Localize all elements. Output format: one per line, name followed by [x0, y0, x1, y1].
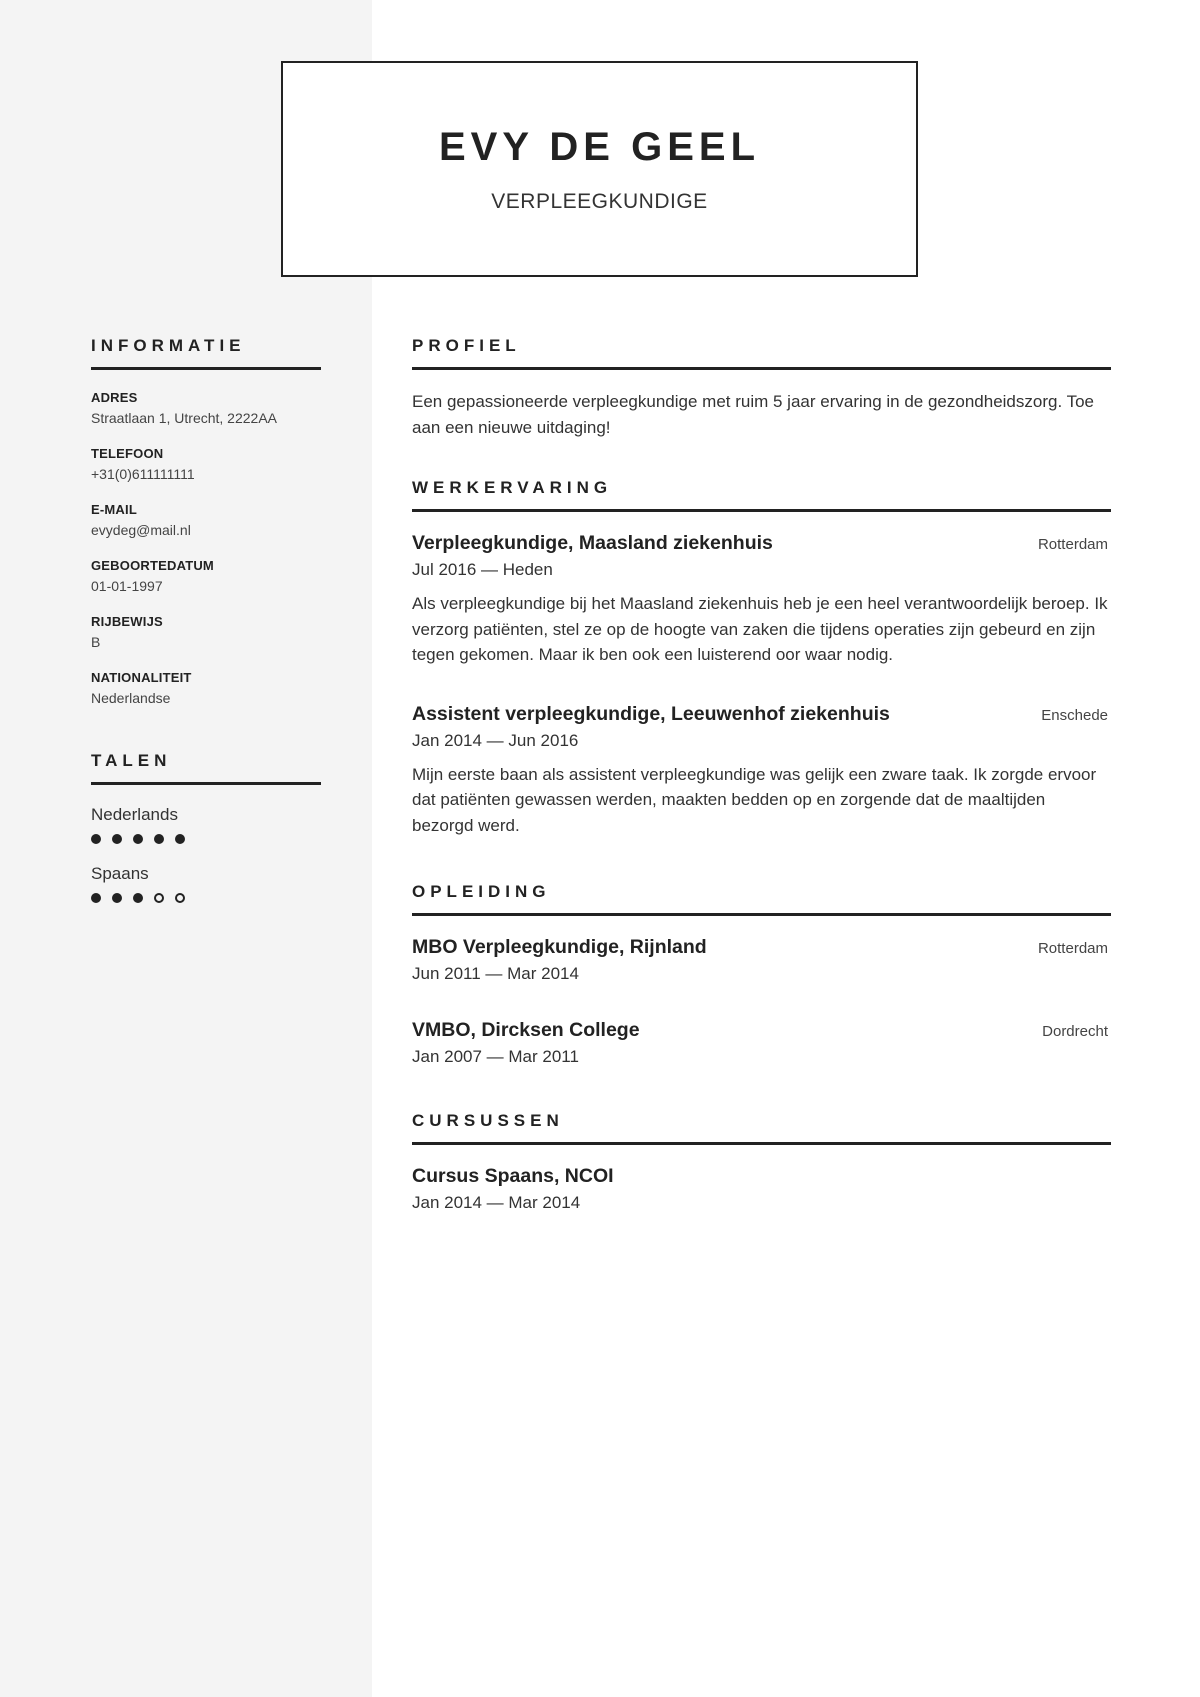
header-box [281, 61, 918, 277]
course-entry [412, 1165, 1111, 1213]
werkervaring-heading: WERKERVARING [412, 478, 1111, 512]
entry-city: Enschede [1041, 706, 1108, 724]
language-name: Spaans [91, 864, 149, 883]
info-item-rijbewijs [91, 614, 321, 650]
info-value: 01-01-1997 [91, 578, 163, 594]
info-label: ADRES [91, 390, 138, 405]
info-value: Nederlandse [91, 690, 171, 706]
entry-date: Jan 2014 — Mar 2014 [412, 1193, 581, 1212]
info-item-telefoon [91, 446, 321, 482]
education-entry [412, 1019, 1111, 1067]
entry-date: Jan 2014 — Jun 2016 [412, 730, 579, 750]
sidebar [91, 336, 321, 903]
talen-heading: TALEN [91, 751, 321, 785]
entry-city: Rotterdam [1037, 940, 1108, 957]
info-label: NATIONALITEIT [91, 670, 192, 685]
work-entry [412, 703, 1111, 839]
entry-city: Dordrecht [1042, 1023, 1108, 1040]
profiel-heading: PROFIEL [412, 336, 1111, 370]
language-level-dots [91, 893, 321, 903]
level-dot-filled [91, 834, 101, 844]
opleiding-heading: OPLEIDING [412, 882, 1111, 916]
entry-title: Verpleegkundige, Maasland ziekenhuis [412, 532, 773, 554]
entry-title: MBO Verpleegkundige, Rijnland [412, 936, 707, 958]
entry-city: Rotterdam [1037, 536, 1108, 553]
info-label: RIJBEWIJS [91, 614, 163, 629]
level-dot-filled [154, 834, 164, 844]
entry-date: Jul 2016 — Heden [412, 560, 553, 579]
level-dot-filled [112, 834, 122, 844]
info-item-geboortedatum [91, 558, 321, 594]
info-item-adres [91, 390, 321, 426]
level-dot-empty [154, 893, 164, 903]
informatie-heading: INFORMATIE [91, 336, 321, 370]
main-content [412, 336, 1111, 1213]
level-dot-filled [133, 893, 143, 903]
level-dot-filled [133, 834, 143, 844]
info-value: evydeg@mail.nl [91, 522, 191, 538]
entry-title: VMBO, Dircksen College [412, 1019, 640, 1041]
language-item [91, 864, 321, 903]
cursussen-heading: CURSUSSEN [412, 1111, 1111, 1145]
info-value: +31(0)611111111 [91, 466, 195, 482]
language-item [91, 805, 321, 844]
level-dot-filled [91, 893, 101, 903]
language-name: Nederlands [91, 805, 178, 824]
language-level-dots [91, 834, 321, 844]
entry-description: Als verpleegkundige bij het Maasland ziekenhuis heb je een heel verantwoordelijk beroep. Ik verzorg patiënten, stel ze op de hoogte van zaken die tijdens operaties zijn gebeurd en zijn tegen gekomen. Maar ik ben ook een luisterend oor waar nodig. [412, 594, 1108, 664]
info-item-email [91, 502, 321, 538]
entry-description: Mijn eerste baan als assistent verpleegkundige was gelijk een zware taak. Ik zorgde ervoor dat patiënten gewassen werden, maakten bedden op en zorgende dat de maaltijden bezorgd werd. [412, 764, 1097, 835]
entry-date: Jun 2011 — Mar 2014 [412, 964, 579, 983]
info-value: B [91, 634, 101, 650]
candidate-name: EVY DE GEEL [438, 125, 760, 169]
entry-title: Cursus Spaans, NCOI [412, 1165, 614, 1187]
education-entry [412, 936, 1111, 984]
info-item-nationaliteit [91, 670, 321, 706]
level-dot-filled [112, 893, 122, 903]
info-label: TELEFOON [91, 446, 164, 461]
profile-text: Een gepassioneerde verpleegkundige met ruim 5 jaar ervaring in de gezondheidszorg. Toe aan een nieuwe uitdaging! [412, 392, 1095, 437]
entry-title: Assistent verpleegkundige, Leeuwenhof ziekenhuis [412, 702, 890, 725]
info-label: E-MAIL [91, 502, 137, 517]
info-label: GEBOORTEDATUM [91, 558, 214, 573]
candidate-job-title: VERPLEEGKUNDIGE [491, 190, 708, 213]
entry-date: Jan 2007 — Mar 2011 [412, 1047, 579, 1066]
level-dot-empty [175, 893, 185, 903]
level-dot-filled [175, 834, 185, 844]
work-entry [412, 532, 1111, 668]
info-value: Straatlaan 1, Utrecht, 2222AA [91, 410, 277, 426]
